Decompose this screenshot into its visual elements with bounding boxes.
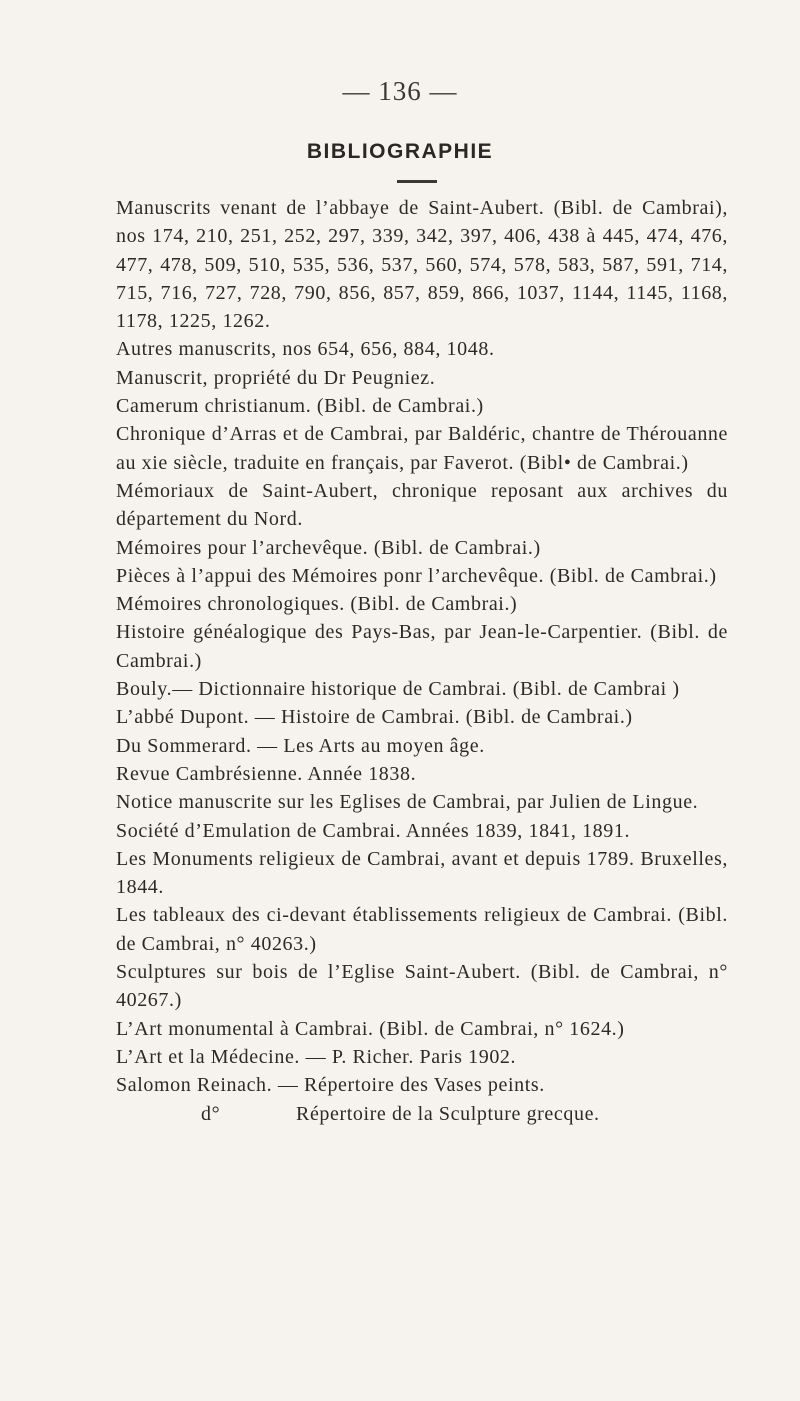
- bibliography-entry: Mémoires pour l’archevêque. (Bibl. de Cambrai.): [116, 536, 541, 559]
- bibliography-entry: Histoire généalogique des Pays-Bas, par Jean-le-Carpentier. (Bibl. de Cambrai.): [116, 621, 728, 672]
- bibliography-entry: Autres manuscrits, nos 654, 656, 884, 1048.: [116, 338, 495, 361]
- bibliography-entry: Mémoriaux de Saint-Aubert, chronique reposant aux archives du département du Nord.: [116, 479, 728, 531]
- bibliography-entry: Du Sommerard. — Les Arts au moyen âge.: [116, 734, 485, 757]
- page-title: BIBLIOGRAPHIE: [306, 140, 494, 163]
- bibliography-entry: Revue Cambrésienne. Année 1838.: [116, 762, 417, 785]
- bibliography-entry: Manuscrit, propriété du Dr Peugniez.: [116, 366, 436, 389]
- bibliography-entry: Pièces à l’appui des Mémoires ponr l’archevêque. (Bibl. de Cambrai.): [116, 564, 717, 587]
- bibliography-entry: L’abbé Dupont. — Histoire de Cambrai. (Bibl. de Cambrai.): [116, 706, 633, 729]
- page-number: — 136 —: [342, 76, 458, 106]
- bibliography-entry: Les tableaux des ci-devant établissements religieux de Cambrai. (Bibl. de Cambrai, n° 40263.): [116, 904, 728, 955]
- bibliography-entry: Camerum christianum. (Bibl. de Cambrai.): [116, 395, 484, 418]
- bibliography-entry: Chronique d’Arras et de Cambrai, par Baldéric, chantre de Thérouanne au xie siècle, traduite en français, par Faverot. (Bibl• de Cambrai.): [116, 423, 728, 474]
- ditto-entry: [116, 1100, 728, 1128]
- title-rule: [397, 180, 437, 183]
- bibliography-entry: Bouly.— Dictionnaire historique de Cambrai. (Bibl. de Cambrai ): [116, 678, 680, 701]
- ditto-mark: d°: [201, 1102, 221, 1125]
- bibliography-entry: Salomon Reinach. — Répertoire des Vases peints.: [116, 1074, 545, 1097]
- bibliography-list: [116, 194, 728, 1128]
- bibliography-entry: Les Monuments religieux de Cambrai, avant et depuis 1789. Bruxelles, 1844.: [116, 847, 728, 899]
- ditto-entry-text: Répertoire de la Sculpture grecque.: [296, 1102, 600, 1125]
- bibliography-entry: Notice manuscrite sur les Eglises de Cambrai, par Julien de Lingue.: [116, 791, 699, 814]
- bibliography-entry: Mémoires chronologiques. (Bibl. de Cambrai.): [116, 593, 518, 616]
- bibliography-entry: L’Art et la Médecine. — P. Richer. Paris 1902.: [116, 1045, 517, 1068]
- bibliography-entry: L’Art monumental à Cambrai. (Bibl. de Cambrai, n° 1624.): [116, 1017, 625, 1040]
- bibliography-entry: Société d’Emulation de Cambrai. Années 1839, 1841, 1891.: [116, 819, 631, 842]
- bibliography-entry: Sculptures sur bois de l’Eglise Saint-Aubert. (Bibl. de Cambrai, n° 40267.): [116, 961, 728, 1012]
- bibliography-entry: Manuscrits venant de l’abbaye de Saint-Aubert. (Bibl. de Cambrai), nos 174, 210, 251, 252, 297, 339, 342, 397, 406, 438 à 445, 474, 476, 477, 478, 509, 510, 535, 536, 537, 560, 574, 578, 583, 587, 591, 714, 715, 716, 727, 728, 790, 856, 857, 859, 866, 1037, 1144, 1145, 1168, 1178, 1225, 1262.: [116, 197, 728, 333]
